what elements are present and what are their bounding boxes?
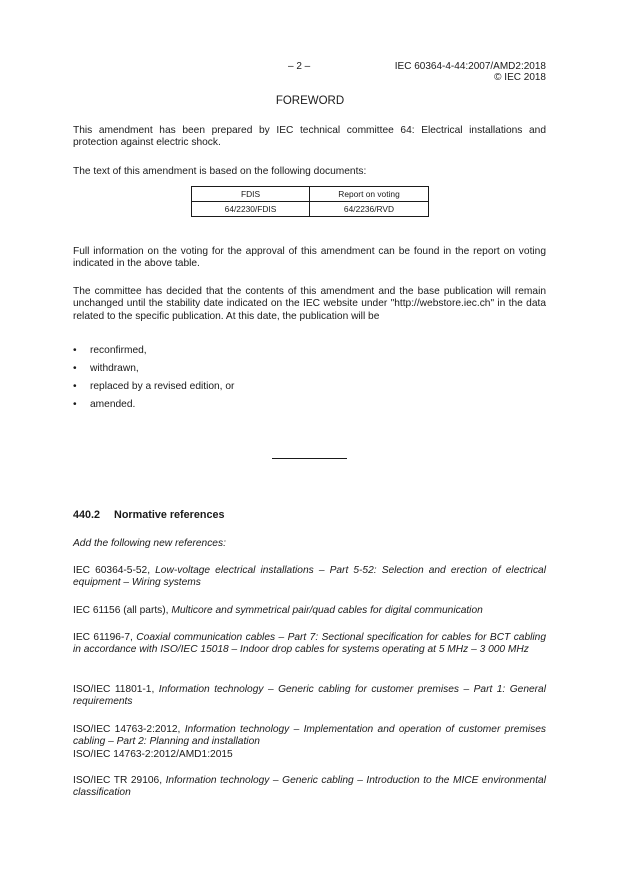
document-id: IEC 60364-4-44:2007/AMD2:2018 (394, 61, 546, 72)
reference-entry (73, 565, 546, 590)
section-title: Normative references (114, 509, 225, 521)
reference-code: ISO/IEC 11801-1, (73, 684, 155, 695)
reference-title: Information technology – Implementation and operation of customer premises cabling – Part 2: Planning and installation (73, 724, 546, 748)
section-instruction: Add the following new references: (73, 538, 226, 549)
table-cell: 64/2230/FDIS (192, 202, 310, 217)
reference-amendment: ISO/IEC 14763-2:2012/AMD1:2015 (73, 749, 233, 760)
reference-entry (73, 684, 546, 709)
reference-entry (73, 632, 546, 657)
table-header-row (192, 187, 429, 202)
reference-entry (73, 724, 546, 749)
foreword-paragraph: The text of this amendment is based on the following documents: (73, 166, 367, 177)
voting-table (191, 186, 429, 217)
reference-code: IEC 61156 (all parts), (73, 605, 169, 616)
table-row (192, 202, 429, 217)
table-header-cell: FDIS (192, 187, 310, 202)
list-item: • withdrawn, (73, 363, 139, 374)
reference-entry (73, 775, 546, 800)
foreword-paragraph: This amendment has been prepared by IEC technical committee 64: Electrical installations and protection against electric shock. (73, 125, 546, 149)
list-item: • amended. (73, 399, 136, 410)
list-item: • reconfirmed, (73, 345, 147, 356)
reference-code: IEC 60364-5-52, (73, 565, 151, 576)
bullet-list (73, 345, 234, 417)
reference-entry (73, 605, 546, 617)
list-item: • replaced by a revised edition, or (73, 381, 235, 392)
bullet-icon: • (73, 363, 77, 374)
reference-title: Information technology – Generic cabling – Introduction to the MICE environmental classification (73, 775, 546, 799)
table-header-cell: Report on voting (310, 187, 429, 202)
copyright: © IEC 2018 (494, 72, 546, 83)
foreword-paragraph: The committee has decided that the contents of this amendment and the base publication will remain unchanged until the stability date indicated on the IEC website under "http://webstore.iec.ch" in the data related to the specific publication. At this date, the publication will be (73, 286, 546, 322)
reference-code: ISO/IEC TR 29106, (73, 775, 163, 786)
reference-title: Coaxial communication cables – Part 7: Sectional specification for cables for BCT cabling in accordance with ISO/IEC 15018 – Indoor drop cables for systems operating at 5 MHz – 3 000 MHz (73, 632, 546, 656)
reference-title: Information technology – Generic cabling for customer premises – Part 1: General requirements (73, 684, 546, 708)
section-number: 440.2 (73, 509, 101, 521)
page-title: FOREWORD (275, 95, 345, 107)
bullet-icon: • (73, 381, 77, 392)
reference-title: Low-voltage electrical installations – Part 5-52: Selection and erection of electrical equipment – Wiring systems (73, 565, 546, 589)
page-number: – 2 – (288, 61, 311, 72)
table-cell: 64/2236/RVD (310, 202, 429, 217)
reference-code: ISO/IEC 14763-2:2012, (73, 724, 181, 735)
bullet-icon: • (73, 345, 77, 356)
section-heading (73, 509, 224, 521)
section-divider (272, 458, 347, 459)
reference-title: Multicore and symmetrical pair/quad cables for digital communication (171, 605, 483, 616)
reference-code: IEC 61196-7, (73, 632, 133, 643)
foreword-paragraph: Full information on the voting for the approval of this amendment can be found in the report on voting indicated in the above table. (73, 246, 546, 270)
bullet-icon: • (73, 399, 77, 410)
